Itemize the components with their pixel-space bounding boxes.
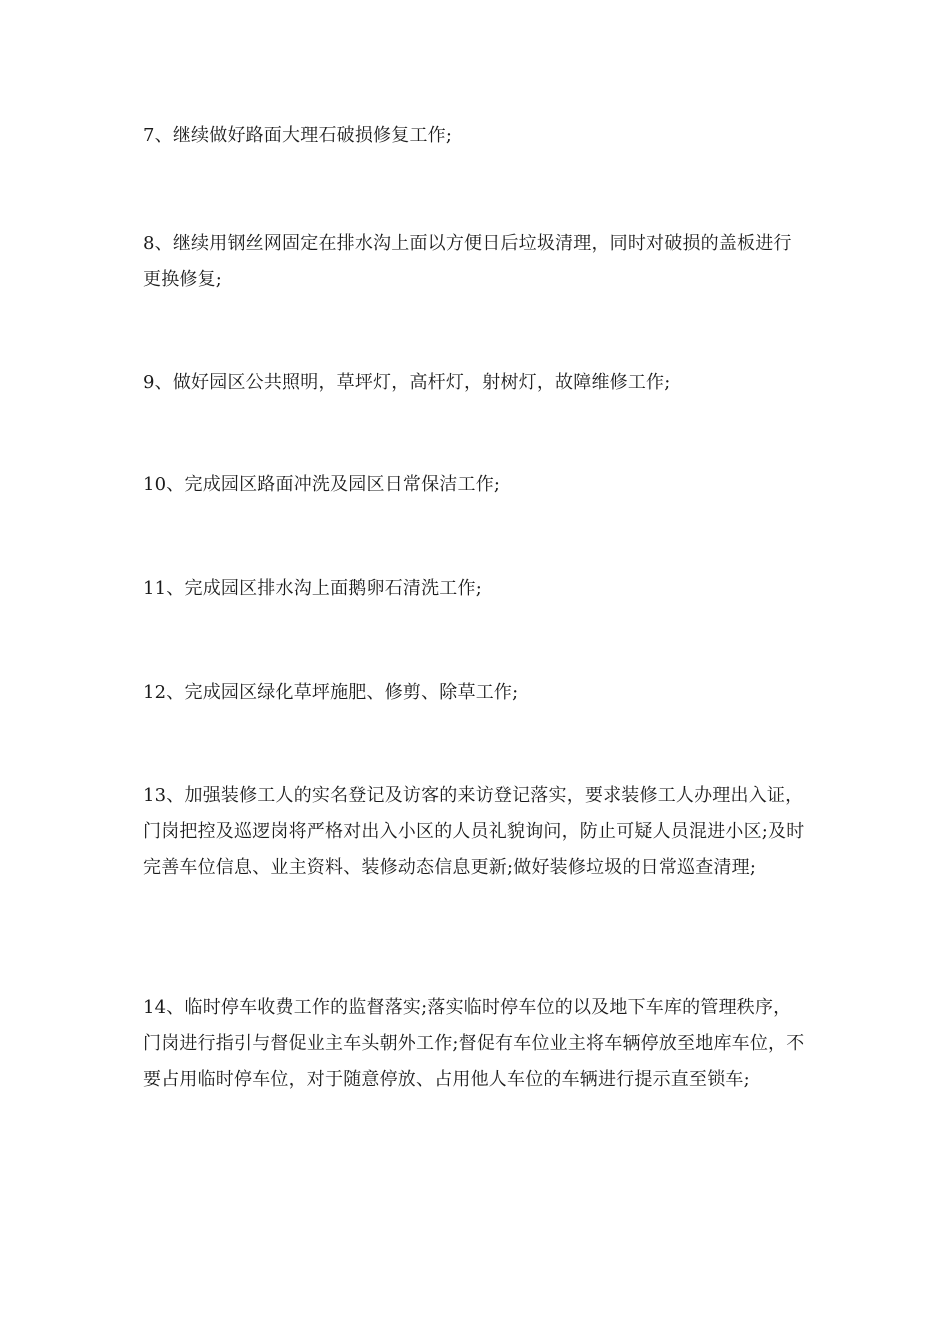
paragraph-item-9: 9、做好园区公共照明，草坪灯，高杆灯，射树灯，故障维修工作; bbox=[143, 372, 671, 393]
paragraph-item-10: 10、完成园区路面冲洗及园区日常保洁工作; bbox=[143, 474, 501, 495]
paragraph-item-11: 11、完成园区排水沟上面鹅卵石清洗工作; bbox=[143, 578, 482, 599]
paragraph-item-7: 7、继续做好路面大理石破损修复工作; bbox=[143, 125, 453, 146]
paragraph-item-14: 14、临时停车收费工作的监督落实;落实临时停车位的以及地下车库的管理秩序，门岗进行指引与督促业主车头朝外工作;督促有车位业主将车辆停放至地库车位，不要占用临时停车位，对于随意停放、占用他人车位的车辆进行提示直至锁车; bbox=[143, 997, 805, 1090]
paragraph-item-13: 13、加强装修工人的实名登记及访客的来访登记落实，要求装修工人办理出入证，门岗把控及巡逻岗将严格对出入小区的人员礼貌询问，防止可疑人员混进小区;及时完善车位信息、业主资料、装修动态信息更新;做好装修垃圾的日常巡查清理; bbox=[143, 785, 805, 878]
paragraph-item-12: 12、完成园区绿化草坪施肥、修剪、除草工作; bbox=[143, 682, 519, 703]
paragraph-item-8: 8、继续用钢丝网固定在排水沟上面以方便日后垃圾清理，同时对破损的盖板进行更换修复; bbox=[143, 233, 792, 290]
